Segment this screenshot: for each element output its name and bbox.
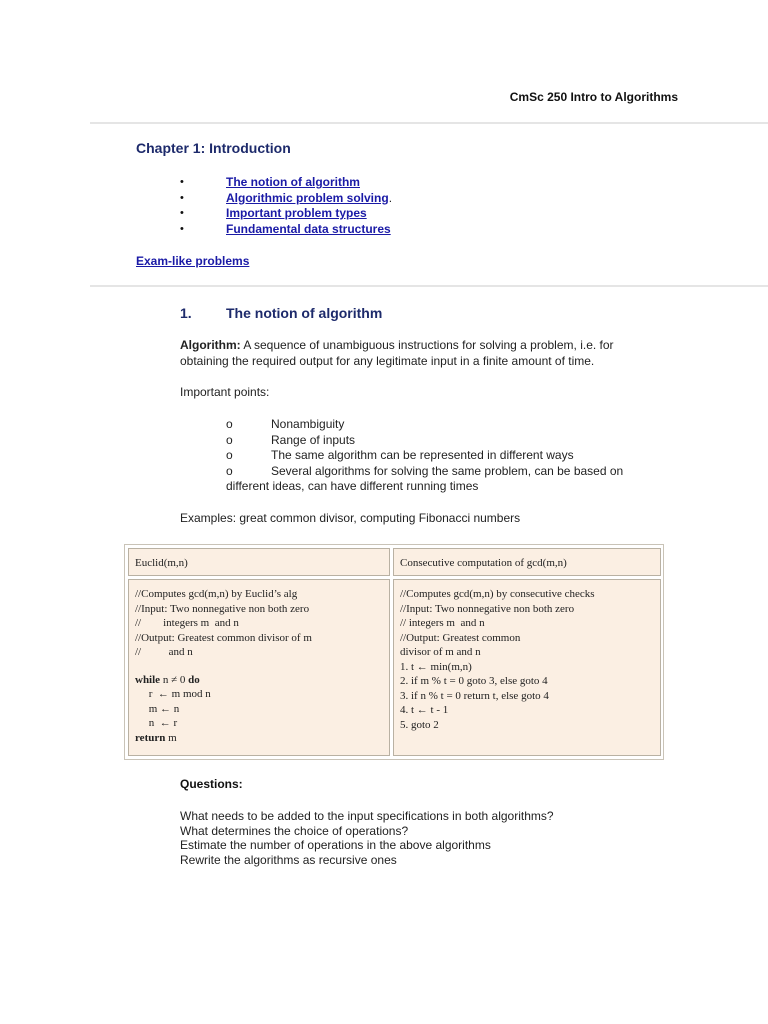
section-title: The notion of algorithm <box>226 305 383 321</box>
keyword: return <box>135 731 166 744</box>
code-line: divisor of m and n <box>400 646 481 658</box>
consecutive-code-cell <box>393 579 661 756</box>
code-line: n ← r <box>135 717 178 729</box>
code-line: m ← n <box>135 702 180 715</box>
bullet-marker: o <box>226 463 233 478</box>
definition-text: A sequence of unambiguous instructions for solving a problem, i.e. for obtaining the required output for any legitimate input in a finite amount of time. <box>180 338 614 368</box>
keyword: do <box>188 673 200 686</box>
code-line: // integers m and n <box>135 617 239 629</box>
bullet-marker: o <box>226 417 233 431</box>
code-line: while n ≠ 0 do <box>135 673 200 686</box>
toc-link-data-structures[interactable]: Fundamental data structures <box>226 221 391 236</box>
important-points-label: Important points: <box>180 385 270 399</box>
toc-item <box>180 175 392 191</box>
toc-suffix: . <box>388 190 393 205</box>
code-line: r ← m mod n <box>135 688 211 700</box>
toc-item <box>180 191 392 207</box>
question-item: Estimate the number of operations in the above algorithms <box>180 838 491 852</box>
chapter-title: Chapter 1: Introduction <box>136 140 291 156</box>
toc-link-notion[interactable]: The notion of algorithm <box>226 175 360 189</box>
exam-problems-link[interactable]: Exam-like problems <box>136 254 250 268</box>
question-item: What determines the choice of operations? <box>180 823 409 838</box>
table-of-contents <box>180 175 392 237</box>
toc-link-problem-solving[interactable]: Algorithmic problem solving <box>226 190 389 205</box>
divider-top <box>90 122 768 124</box>
code-line: 5. goto 2 <box>400 718 439 731</box>
keyword: while <box>135 673 161 686</box>
list-item: o Several algorithms for solving the same problem, can be based on different ideas, can have different running times <box>226 463 624 493</box>
definition-term: Algorithm: <box>180 338 241 352</box>
important-points-list <box>226 417 656 495</box>
algorithms-table <box>124 544 664 760</box>
code-line: 1. t ← min(m,n) <box>400 660 472 673</box>
code-line: //Input: Two nonnegative non both zero <box>400 602 575 615</box>
toc-item <box>180 206 392 222</box>
code-line: return m <box>135 731 177 744</box>
euclid-header-cell: Euclid(m,n) <box>128 548 390 576</box>
list-item: o The same algorithm can be represented in different ways <box>226 448 574 462</box>
list-item: o Nonambiguity <box>226 417 345 431</box>
toc-item <box>180 222 392 238</box>
code-line: // and n <box>135 646 193 658</box>
code-line: //Computes gcd(m,n) by consecutive checks <box>400 588 595 600</box>
code-line: 4. t ← t - 1 <box>400 704 449 716</box>
divider-section <box>90 285 768 287</box>
code-line: //Output: Greatest common divisor of m <box>135 631 312 644</box>
bullet-marker: o <box>226 432 233 447</box>
list-item: o Range of inputs <box>226 432 356 447</box>
code-line: //Input: Two nonnegative non both zero <box>135 602 310 615</box>
bullet-marker: o <box>226 448 233 462</box>
section-number: 1. <box>180 305 192 321</box>
code-line: 3. if n % t = 0 return t, else goto 4 <box>400 689 549 702</box>
euclid-code-cell <box>128 579 390 756</box>
questions-heading: Questions: <box>180 777 243 791</box>
consecutive-header-cell: Consecutive computation of gcd(m,n) <box>393 548 661 576</box>
code-line: //Output: Greatest common <box>400 631 521 644</box>
question-item: Rewrite the algorithms as recursive ones <box>180 852 397 867</box>
toc-link-problem-types[interactable]: Important problem types <box>226 206 367 220</box>
code-line: 2. if m % t = 0 goto 3, else goto 4 <box>400 675 548 687</box>
questions-list <box>180 809 554 867</box>
course-title: CmSc 250 Intro to Algorithms <box>509 90 678 104</box>
examples-text: Examples: great common divisor, computing Fibonacci numbers <box>180 511 521 525</box>
code-line: //Computes gcd(m,n) by Euclid’s alg <box>135 588 298 600</box>
question-item: What needs to be added to the input specifications in both algorithms? <box>180 809 554 823</box>
algorithm-definition <box>180 338 650 369</box>
code-line: // integers m and n <box>400 617 485 629</box>
